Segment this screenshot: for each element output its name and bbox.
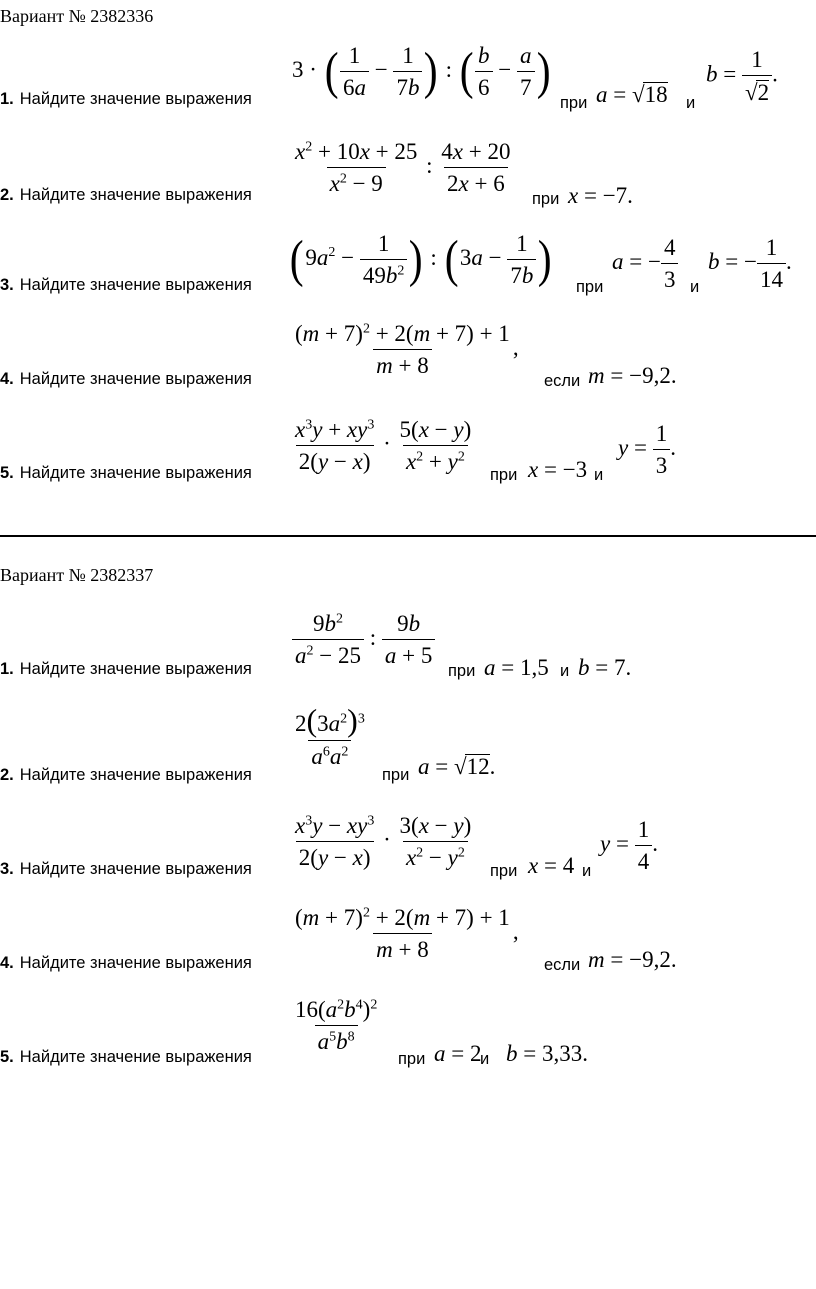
variant-separator (0, 535, 816, 537)
task-prompt: 2. Найдите значение выражения (0, 186, 252, 204)
math-expression: $\frac{(m + 7)^2 + 2(m + 7) + 1}{m + 8}$ , (295, 321, 519, 378)
math-expression: $\frac{x^3y + xy^3}{2(y - x)}$ · $\frac{5(x - y)}{x^2 + y^2}$ (295, 417, 472, 474)
math-expression: $\frac{(m + 7)^2 + 2(m + 7) + 1}{m + 8}$ , (295, 905, 519, 962)
variant-header: Вариант № 2382337 (0, 565, 154, 585)
task-prompt: 5. Найдите значение выражения (0, 1048, 252, 1066)
task-prompt: 2. Найдите значение выражения (0, 766, 252, 784)
math-expression: $\frac{x^2 + 10x + 25}{x^2 - 9}$ : $\frac{4x + 20}{2x + 6}$ (295, 139, 511, 196)
math-expression: $\frac{16(a^2b^4)^2}{a^5b^8}$ (295, 997, 378, 1054)
math-expression: 3 · ( $\frac{1}{6a}$ − $\frac{1}{7b}$ ) : ( $\frac{b}{6}$ − $\frac{a}{7}$ ) (292, 42, 551, 100)
math-expression: $\frac{2(3a^2)^3}{a^6a^2}$ (295, 702, 365, 769)
math-expression: ($9a^2$ − $\frac{1}{49b^2}$ ) : (3a − $\frac{1}{7b}$ ) (289, 230, 552, 288)
task-prompt: 4. Найдите значение выражения (0, 954, 252, 972)
variant-header: Вариант № 2382336 (0, 6, 154, 26)
task-prompt: 5. Найдите значение выражения (0, 464, 252, 482)
task-prompt: 4. Найдите значение выражения (0, 370, 252, 388)
task-prompt: 1. Найдите значение выражения (0, 660, 252, 678)
math-expression: $\frac{9b^2}{a^2 - 25}$ : $\frac{9b}{a + 5}$ (292, 612, 435, 667)
math-expression: $\frac{x^3y - xy^3}{2(y - x)}$ · $\frac{3(x - y)}{x^2 - y^2}$ (295, 813, 472, 870)
task-prompt: 3. Найдите значение выражения (0, 276, 252, 294)
task-prompt: 3. Найдите значение выражения (0, 860, 252, 878)
task-prompt: 1. Найдите значение выражения (0, 90, 252, 108)
